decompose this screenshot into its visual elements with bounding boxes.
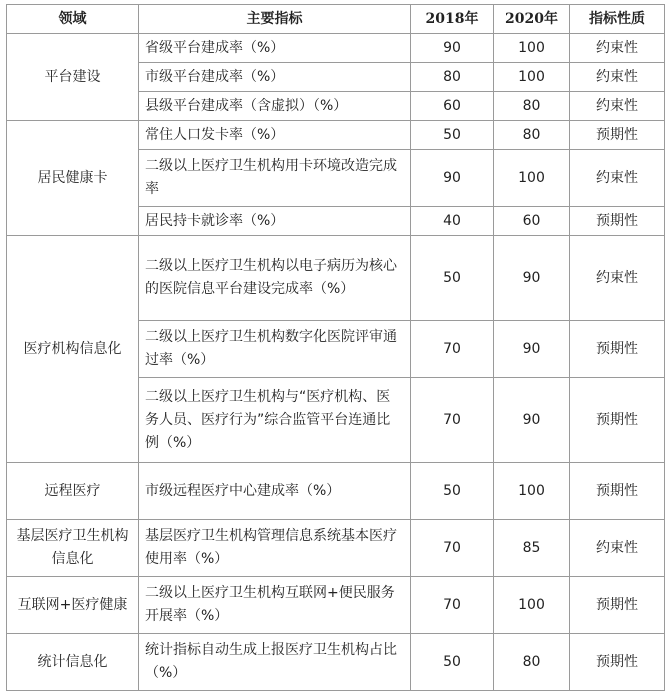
indicator-cell: 统计指标自动生成上报医疗卫生机构占比（%） <box>139 634 411 691</box>
value-2018-cell: 40 <box>411 207 494 236</box>
header-indicator: 主要指标 <box>139 5 411 34</box>
indicator-cell: 二级以上医疗卫生机构与“医疗机构、医务人员、医疗行为”综合监管平台连通比例（%） <box>139 378 411 463</box>
indicator-table <box>6 4 665 691</box>
indicator-cell: 常住人口发卡率（%） <box>139 121 411 150</box>
value-2020-cell: 80 <box>494 634 570 691</box>
indicator-cell: 县级平台建成率（含虚拟）（%） <box>139 92 411 121</box>
nature-cell: 预期性 <box>570 207 665 236</box>
value-2020-cell: 100 <box>494 577 570 634</box>
value-2020-cell: 80 <box>494 92 570 121</box>
indicator-cell: 市级远程医疗中心建成率（%） <box>139 463 411 520</box>
nature-cell: 预期性 <box>570 378 665 463</box>
value-2020-cell: 90 <box>494 321 570 378</box>
nature-cell: 约束性 <box>570 63 665 92</box>
value-2018-cell: 50 <box>411 634 494 691</box>
nature-cell: 约束性 <box>570 520 665 577</box>
indicator-cell: 二级以上医疗卫生机构以电子病历为核心的医院信息平台建设完成率（%） <box>139 236 411 321</box>
domain-cell: 基层医疗卫生机构信息化 <box>7 520 139 577</box>
indicator-cell: 二级以上医疗卫生机构用卡环境改造完成率 <box>139 150 411 207</box>
indicator-cell: 省级平台建成率（%） <box>139 34 411 63</box>
value-2018-cell: 80 <box>411 63 494 92</box>
value-2020-cell: 90 <box>494 236 570 321</box>
nature-cell: 预期性 <box>570 121 665 150</box>
nature-cell: 约束性 <box>570 150 665 207</box>
nature-cell: 约束性 <box>570 92 665 121</box>
table-row <box>7 634 665 691</box>
nature-cell: 预期性 <box>570 463 665 520</box>
domain-cell: 医疗机构信息化 <box>7 236 139 463</box>
header-row <box>7 5 665 34</box>
table-row <box>7 121 665 150</box>
value-2020-cell: 100 <box>494 34 570 63</box>
nature-cell: 约束性 <box>570 236 665 321</box>
indicator-cell: 二级以上医疗卫生机构数字化医院评审通过率（%） <box>139 321 411 378</box>
table-row <box>7 236 665 321</box>
value-2018-cell: 70 <box>411 520 494 577</box>
value-2018-cell: 70 <box>411 378 494 463</box>
table-row <box>7 520 665 577</box>
domain-cell: 互联网+医疗健康 <box>7 577 139 634</box>
header-domain: 领域 <box>7 5 139 34</box>
header-2018: 2018年 <box>411 5 494 34</box>
value-2018-cell: 50 <box>411 236 494 321</box>
value-2020-cell: 100 <box>494 463 570 520</box>
value-2020-cell: 100 <box>494 63 570 92</box>
value-2018-cell: 70 <box>411 577 494 634</box>
value-2018-cell: 50 <box>411 463 494 520</box>
header-2020: 2020年 <box>494 5 570 34</box>
table-row <box>7 577 665 634</box>
value-2020-cell: 85 <box>494 520 570 577</box>
value-2020-cell: 90 <box>494 378 570 463</box>
indicator-cell: 二级以上医疗卫生机构互联网+便民服务开展率（%） <box>139 577 411 634</box>
value-2018-cell: 70 <box>411 321 494 378</box>
nature-cell: 预期性 <box>570 577 665 634</box>
indicator-cell: 居民持卡就诊率（%） <box>139 207 411 236</box>
header-nature: 指标性质 <box>570 5 665 34</box>
value-2020-cell: 60 <box>494 207 570 236</box>
value-2020-cell: 100 <box>494 150 570 207</box>
table-row <box>7 463 665 520</box>
value-2018-cell: 90 <box>411 150 494 207</box>
domain-cell: 统计信息化 <box>7 634 139 691</box>
nature-cell: 预期性 <box>570 634 665 691</box>
indicator-cell: 市级平台建成率（%） <box>139 63 411 92</box>
table-row <box>7 34 665 63</box>
domain-cell: 平台建设 <box>7 34 139 121</box>
value-2018-cell: 90 <box>411 34 494 63</box>
value-2018-cell: 50 <box>411 121 494 150</box>
nature-cell: 预期性 <box>570 321 665 378</box>
value-2018-cell: 60 <box>411 92 494 121</box>
nature-cell: 约束性 <box>570 34 665 63</box>
value-2020-cell: 80 <box>494 121 570 150</box>
indicator-cell: 基层医疗卫生机构管理信息系统基本医疗使用率（%） <box>139 520 411 577</box>
domain-cell: 居民健康卡 <box>7 121 139 236</box>
domain-cell: 远程医疗 <box>7 463 139 520</box>
